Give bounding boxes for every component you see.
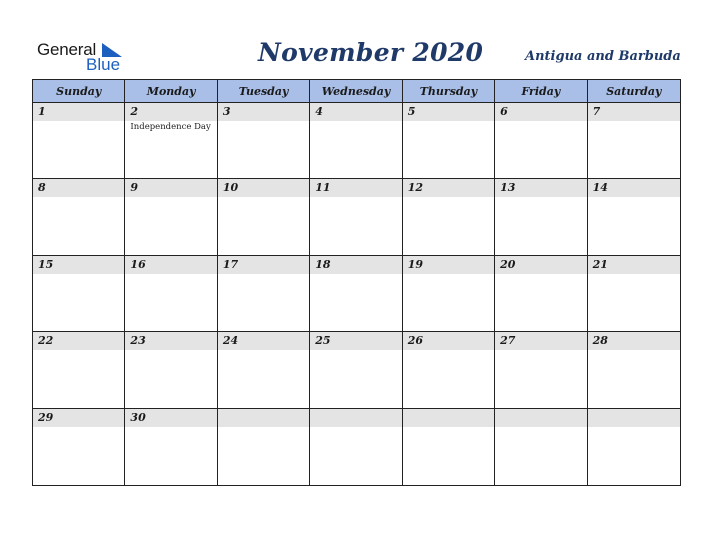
day-cell — [33, 103, 125, 179]
day-cell — [218, 179, 310, 255]
day-number: 15 — [38, 257, 54, 271]
date-band — [310, 103, 401, 121]
day-cell — [310, 256, 402, 332]
day-cell — [495, 409, 587, 485]
day-cell — [125, 409, 217, 485]
day-number: 23 — [130, 334, 146, 348]
date-band — [33, 103, 124, 121]
day-cell — [125, 103, 217, 179]
day-number: 2 — [130, 105, 139, 118]
day-number: 25 — [315, 334, 331, 348]
day-cell — [310, 332, 402, 408]
day-number: 6 — [500, 105, 508, 118]
day-number: 5 — [407, 105, 416, 118]
page-title: November 2020 — [258, 38, 484, 67]
day-cell — [218, 256, 310, 332]
weekday-header-tuesday: Tuesday — [218, 80, 310, 103]
country-name: Antigua and Barbuda — [525, 49, 681, 64]
weekday-header-wednesday: Wednesday — [310, 80, 402, 103]
day-number: 27 — [500, 334, 516, 348]
day-number: 3 — [222, 105, 231, 118]
day-cell — [495, 103, 587, 179]
date-band — [125, 103, 216, 121]
day-cell — [218, 103, 310, 179]
day-cell — [588, 103, 680, 179]
day-number: 28 — [592, 334, 608, 348]
day-cell — [588, 256, 680, 332]
day-cell — [495, 332, 587, 408]
day-number: 17 — [222, 257, 239, 271]
day-number: 22 — [38, 334, 54, 348]
weekday-header-friday: Friday — [495, 80, 587, 103]
date-band — [403, 409, 494, 427]
day-cell — [403, 256, 495, 332]
day-number: 19 — [407, 257, 424, 271]
day-number: 11 — [315, 181, 331, 195]
date-band — [310, 409, 401, 427]
day-number: 9 — [130, 181, 139, 195]
day-number: 26 — [407, 334, 424, 348]
date-band — [403, 103, 494, 121]
day-number: 12 — [407, 181, 424, 195]
day-number: 1 — [38, 105, 46, 118]
day-cell — [403, 409, 495, 485]
day-cell — [310, 103, 402, 179]
day-cell — [33, 179, 125, 255]
day-number: 14 — [592, 181, 608, 195]
day-number: 13 — [500, 181, 516, 195]
day-cell — [33, 409, 125, 485]
day-number: 4 — [315, 105, 323, 118]
day-number: 30 — [130, 410, 146, 424]
day-number: 20 — [500, 257, 516, 271]
day-number: 24 — [222, 334, 239, 348]
day-cell — [588, 179, 680, 255]
day-cell — [125, 332, 217, 408]
day-cell — [588, 409, 680, 485]
logo-word-blue: Blue — [86, 55, 121, 74]
holiday-label: Independence Day — [130, 122, 211, 132]
day-number: 21 — [592, 257, 608, 271]
calendar-grid — [32, 79, 681, 486]
day-cell — [495, 179, 587, 255]
day-cell — [310, 179, 402, 255]
day-cell — [33, 256, 125, 332]
date-band — [588, 103, 680, 121]
logo-word-general: General — [37, 40, 97, 59]
day-cell — [218, 409, 310, 485]
day-cell — [588, 332, 680, 408]
day-number: 8 — [38, 181, 46, 195]
weekday-header-thursday: Thursday — [403, 80, 495, 103]
date-band — [218, 409, 309, 427]
day-cell — [403, 103, 495, 179]
day-cell — [218, 332, 310, 408]
date-band — [125, 179, 216, 197]
date-band — [495, 103, 586, 121]
weekday-header-monday: Monday — [125, 80, 217, 103]
day-cell — [125, 256, 217, 332]
generalblue-logo — [37, 40, 127, 74]
day-cell — [403, 179, 495, 255]
day-cell — [310, 409, 402, 485]
date-band — [33, 179, 124, 197]
weekday-header-saturday: Saturday — [588, 80, 680, 103]
day-number: 16 — [130, 257, 146, 271]
day-number: 18 — [315, 257, 331, 271]
day-cell — [125, 179, 217, 255]
day-number: 7 — [592, 105, 601, 118]
day-cell — [403, 332, 495, 408]
date-band — [588, 409, 680, 427]
weekday-header-sunday: Sunday — [33, 80, 125, 103]
day-number: 10 — [222, 181, 239, 195]
day-number: 29 — [38, 410, 54, 424]
date-band — [218, 103, 309, 121]
date-band — [495, 409, 586, 427]
day-cell — [495, 256, 587, 332]
day-cell — [33, 332, 125, 408]
